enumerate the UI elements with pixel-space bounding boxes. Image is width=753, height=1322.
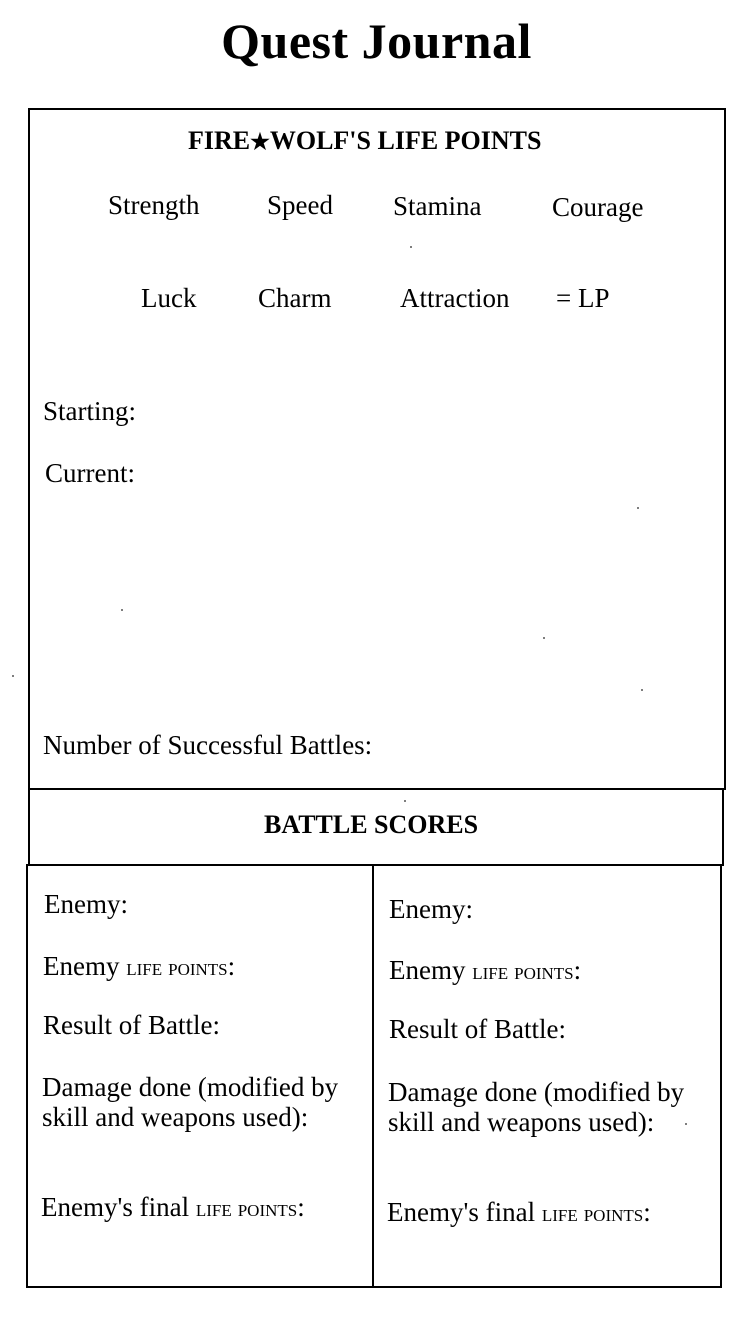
successful-battles-label: Number of Successful Battles: — [43, 730, 373, 760]
scan-speck — [410, 246, 412, 248]
attribute-attraction: Attraction — [400, 283, 510, 313]
heading-rest: WOLF'S LIFE POINTS — [269, 126, 542, 155]
attribute-lp-total: = LP — [556, 283, 610, 313]
enemy-final-life-points-label: Enemy's final life points: — [41, 1192, 305, 1222]
enemy-label: Enemy: — [44, 889, 128, 919]
attribute-strength: Strength — [108, 190, 200, 220]
scan-speck — [543, 637, 545, 639]
attribute-luck: Luck — [141, 283, 197, 313]
scan-speck — [685, 1123, 687, 1125]
scan-speck — [12, 675, 14, 677]
scan-speck — [637, 507, 639, 509]
result-of-battle-label: Result of Battle: — [389, 1014, 566, 1044]
attribute-stamina: Stamina — [393, 191, 482, 221]
attribute-courage: Courage — [552, 192, 644, 222]
damage-done-label: Damage done (modified by skill and weapons used): — [42, 1072, 339, 1132]
heading-name: FIRE — [188, 126, 251, 155]
scan-speck — [641, 689, 643, 691]
star-icon: ★ — [250, 129, 270, 154]
battle-scores-heading: BATTLE SCORES — [264, 810, 479, 839]
page-title: Quest Journal — [221, 13, 532, 69]
starting-label: Starting: — [43, 396, 136, 426]
result-of-battle-label: Result of Battle: — [43, 1010, 220, 1040]
damage-done-label: Damage done (modified by skill and weapons used): — [388, 1077, 685, 1137]
attribute-charm: Charm — [258, 283, 332, 313]
current-label: Current: — [45, 458, 135, 488]
attribute-speed: Speed — [267, 190, 333, 220]
scan-speck — [404, 800, 406, 802]
enemy-label: Enemy: — [389, 894, 473, 924]
enemy-life-points-label: Enemy life points: — [43, 951, 236, 981]
enemy-final-life-points-label: Enemy's final life points: — [387, 1197, 651, 1227]
scan-speck — [121, 609, 123, 611]
life-points-heading — [188, 128, 541, 154]
enemy-life-points-label: Enemy life points: — [389, 955, 582, 985]
